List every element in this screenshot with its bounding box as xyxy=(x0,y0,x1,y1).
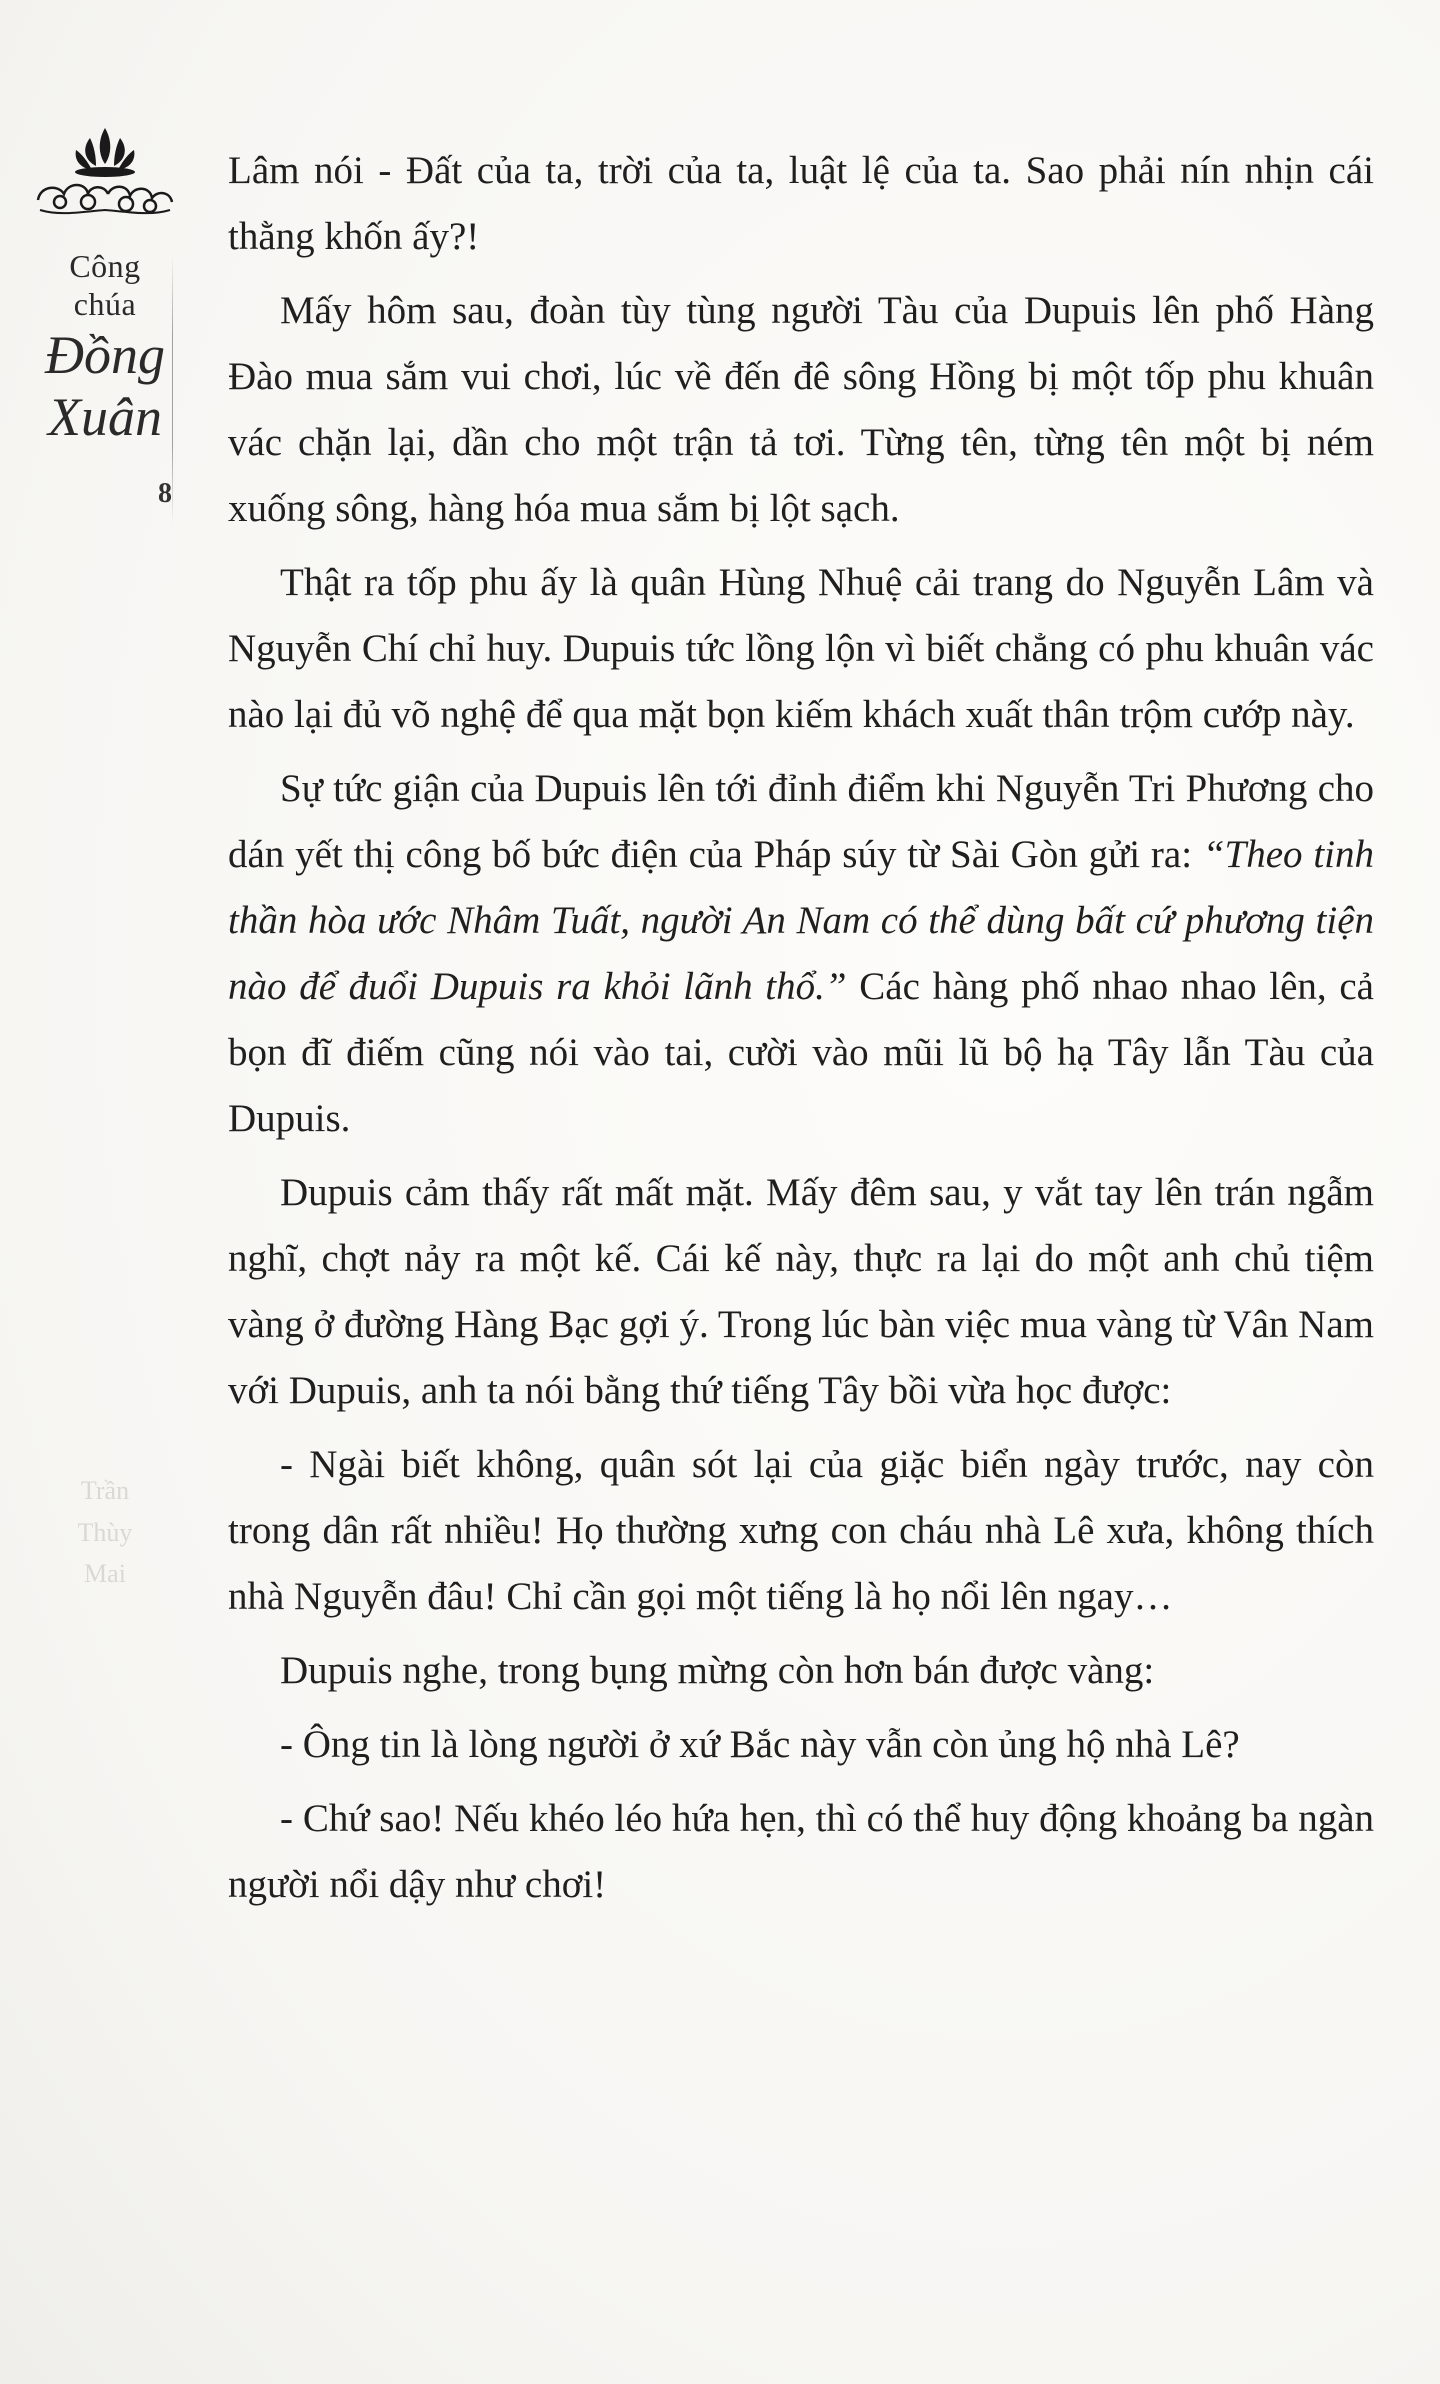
paragraph: Dupuis nghe, trong bụng mừng còn hơn bán được vàng: xyxy=(280,1649,1155,1692)
dialogue-line: - Ngài biết không, quân sót lại của giặc biển ngày trước, nay còn trong dân rất nhiều! Họ thường xưng con cháu nhà Lê xưa, không thích nhà Nguyễn đâu! Chỉ cần gọi một tiếng là họ nổi lên ngay… xyxy=(228,1443,1374,1618)
margin-header xyxy=(20,120,190,510)
book-title xyxy=(20,248,190,447)
paragraph-text: Sự tức giận của Dupuis lên tới đỉnh điểm khi Nguyễn Tri Phương cho dán yết thị công bố bức điện của Pháp súy từ Sài Gòn gửi ra: xyxy=(228,767,1374,876)
book-title-line: Đồng xyxy=(45,325,165,385)
book-title-line: chúa xyxy=(73,286,137,322)
dialogue-line: - Chứ sao! Nếu khéo léo hứa hẹn, thì có thể huy động khoảng ba ngàn người nổi dậy như chơi! xyxy=(228,1797,1374,1906)
ghost-line: Mai xyxy=(84,1559,126,1589)
paragraph-text: Các hàng phố nhao nhao lên, cả bọn đĩ điếm cũng nói vào tai, cười vào mũi lũ bộ hạ Tây lẫn Tàu của Dupuis. xyxy=(228,965,1374,1140)
ghost-line: Thùy xyxy=(77,1517,133,1547)
dialogue-line: - Ông tin là lòng người ở xứ Bắc này vẫn còn ủng hộ nhà Lê? xyxy=(280,1723,1240,1766)
paragraph: Thật ra tốp phu ấy là quân Hùng Nhuệ cải trang do Nguyễn Lâm và Nguyễn Chí chỉ huy. Dupuis tức lồng lộn vì biết chẳng có phu khuân vác nào lại đủ võ nghệ để qua mặt bọn kiếm khách xuất thân trộm cướp này. xyxy=(228,561,1374,736)
paragraph: Dupuis cảm thấy rất mất mặt. Mấy đêm sau, y vắt tay lên trán ngẫm nghĩ, chợt nảy ra một kế. Cái kế này, thực ra lại do một anh chủ tiệm vàng ở đường Hàng Bạc gợi ý. Trong lúc bàn việc mua vàng từ Vân Nam với Dupuis, anh ta nói bằng thứ tiếng Tây bồi vừa học được: xyxy=(228,1171,1374,1412)
quoted-telegram: “Theo tinh thần hòa ước Nhâm Tuất, người An Nam có thể dùng bất cứ phương tiện nào để đuổi Dupuis ra khỏi lãnh thổ.” xyxy=(228,833,1374,1008)
paragraph: Lâm nói - Đất của ta, trời của ta, luật lệ của ta. Sao phải nín nhịn cái thằng khốn ấy?! xyxy=(228,149,1374,258)
bleed-through-text xyxy=(40,1470,170,1595)
book-title-line: Xuân xyxy=(48,387,162,447)
lotus-ornament-icon xyxy=(30,120,180,230)
body-text xyxy=(228,138,1374,1926)
ghost-line: Trần xyxy=(80,1476,130,1505)
book-title-line: Công xyxy=(69,248,141,284)
margin-divider xyxy=(172,255,173,525)
paragraph: Mấy hôm sau, đoàn tùy tùng người Tàu của Dupuis lên phố Hàng Đào mua sắm vui chơi, lúc về đến đê sông Hồng bị một tốp phu khuân vác chặn lại, dần cho một trận tả tơi. Từng tên, từng tên một bị ném xuống sông, hàng hóa mua sắm bị lột sạch. xyxy=(228,289,1374,530)
paragraph xyxy=(228,756,1374,1152)
page-number: 8 xyxy=(158,478,172,509)
